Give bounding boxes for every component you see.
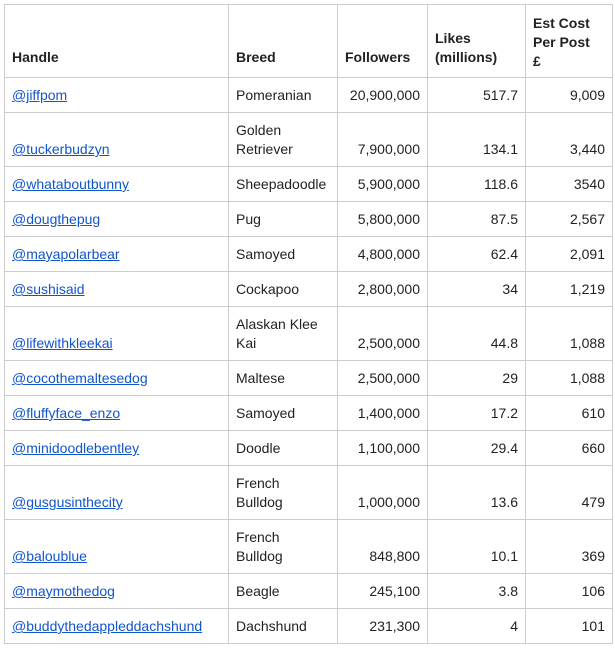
cell-est-cost: 2,567 xyxy=(526,202,613,237)
cell-likes: 29 xyxy=(428,361,526,396)
cell-followers: 2,800,000 xyxy=(338,272,428,307)
breed-text: Samoyed xyxy=(236,246,296,262)
cell-est-cost: 3540 xyxy=(526,167,613,202)
cell-handle xyxy=(5,202,229,237)
cell-likes: 29.4 xyxy=(428,431,526,466)
table-row xyxy=(5,431,613,466)
cell-est-cost: 3,440 xyxy=(526,113,613,167)
cell-likes: 10.1 xyxy=(428,520,526,574)
table-row xyxy=(5,520,613,574)
cell-handle xyxy=(5,307,229,361)
handle-link[interactable]: @lifewithkleekai xyxy=(12,335,113,351)
cell-breed xyxy=(229,396,338,431)
cell-likes: 517.7 xyxy=(428,78,526,113)
cell-handle xyxy=(5,520,229,574)
breed-text: Cockapoo xyxy=(236,281,300,297)
table-row xyxy=(5,167,613,202)
cell-est-cost: 2,091 xyxy=(526,237,613,272)
table-row xyxy=(5,202,613,237)
cell-likes: 62.4 xyxy=(428,237,526,272)
breed-text: Pomeranian xyxy=(236,87,312,103)
table-row xyxy=(5,307,613,361)
table-row xyxy=(5,237,613,272)
handle-link[interactable]: @cocothemaltesedog xyxy=(12,370,148,386)
cell-est-cost: 1,088 xyxy=(526,361,613,396)
cell-followers: 231,300 xyxy=(338,609,428,644)
cell-breed xyxy=(229,466,338,520)
table-row xyxy=(5,609,613,644)
cell-followers: 5,900,000 xyxy=(338,167,428,202)
handle-link[interactable]: @mayapolarbear xyxy=(12,246,120,262)
cell-followers: 1,100,000 xyxy=(338,431,428,466)
cell-followers: 2,500,000 xyxy=(338,307,428,361)
cell-breed xyxy=(229,574,338,609)
cell-est-cost: 9,009 xyxy=(526,78,613,113)
cell-breed xyxy=(229,361,338,396)
cell-est-cost: 369 xyxy=(526,520,613,574)
cell-likes: 17.2 xyxy=(428,396,526,431)
cell-handle xyxy=(5,609,229,644)
handle-link[interactable]: @dougthepug xyxy=(12,211,101,227)
handle-link[interactable]: @minidoodlebentley xyxy=(12,440,140,456)
breed-text: Golden xyxy=(236,122,282,138)
handle-link[interactable]: @sushisaid xyxy=(12,281,85,297)
breed-text-continued: Kai xyxy=(236,335,257,351)
handle-link[interactable]: @jiffpom xyxy=(12,87,68,103)
table-row xyxy=(5,272,613,307)
cell-est-cost: 1,088 xyxy=(526,307,613,361)
breed-text: Samoyed xyxy=(236,405,296,421)
breed-text: French xyxy=(236,529,280,545)
table-body xyxy=(5,78,613,644)
cell-followers: 5,800,000 xyxy=(338,202,428,237)
cell-breed xyxy=(229,520,338,574)
cell-est-cost: 479 xyxy=(526,466,613,520)
table-row xyxy=(5,78,613,113)
cell-breed xyxy=(229,113,338,167)
cell-followers: 1,400,000 xyxy=(338,396,428,431)
table-row xyxy=(5,113,613,167)
cell-handle xyxy=(5,396,229,431)
dog-influencer-table xyxy=(4,4,613,644)
handle-link[interactable]: @whataboutbunny xyxy=(12,176,129,192)
cell-breed xyxy=(229,272,338,307)
cell-followers: 1,000,000 xyxy=(338,466,428,520)
cell-likes: 118.6 xyxy=(428,167,526,202)
table-row xyxy=(5,361,613,396)
cell-likes: 134.1 xyxy=(428,113,526,167)
breed-text: Dachshund xyxy=(236,618,307,634)
header-est-cost: Est Cost Per Post £ xyxy=(526,5,613,78)
cell-likes: 3.8 xyxy=(428,574,526,609)
breed-text-continued: Bulldog xyxy=(236,494,283,510)
table-row xyxy=(5,466,613,520)
cell-likes: 87.5 xyxy=(428,202,526,237)
cell-followers: 7,900,000 xyxy=(338,113,428,167)
table-row xyxy=(5,396,613,431)
cell-est-cost: 660 xyxy=(526,431,613,466)
breed-text: Alaskan Klee xyxy=(236,316,318,332)
breed-text: Maltese xyxy=(236,370,286,386)
cell-handle xyxy=(5,361,229,396)
breed-text-continued: Bulldog xyxy=(236,548,283,564)
cell-handle xyxy=(5,574,229,609)
cell-est-cost: 1,219 xyxy=(526,272,613,307)
table-row xyxy=(5,574,613,609)
header-handle: Handle xyxy=(5,5,229,78)
cell-breed xyxy=(229,202,338,237)
cell-followers: 2,500,000 xyxy=(338,361,428,396)
cell-breed xyxy=(229,431,338,466)
handle-link[interactable]: @tuckerbudzyn xyxy=(12,141,110,157)
breed-text: Sheepadoodle xyxy=(236,176,327,192)
cell-handle xyxy=(5,466,229,520)
cell-breed xyxy=(229,609,338,644)
header-likes: Likes (millions) xyxy=(428,5,526,78)
cell-est-cost: 106 xyxy=(526,574,613,609)
handle-link[interactable]: @baloublue xyxy=(12,548,87,564)
cell-breed xyxy=(229,237,338,272)
breed-text: Pug xyxy=(236,211,261,227)
breed-text: Doodle xyxy=(236,440,281,456)
cell-handle xyxy=(5,237,229,272)
cell-likes: 44.8 xyxy=(428,307,526,361)
cell-handle xyxy=(5,431,229,466)
handle-link[interactable]: @buddythedappleddachshund xyxy=(12,618,203,634)
header-breed: Breed xyxy=(229,5,338,78)
cell-est-cost: 610 xyxy=(526,396,613,431)
cell-handle xyxy=(5,167,229,202)
cell-followers: 4,800,000 xyxy=(338,237,428,272)
breed-text: French xyxy=(236,475,280,491)
cell-followers: 20,900,000 xyxy=(338,78,428,113)
cell-likes: 13.6 xyxy=(428,466,526,520)
cell-handle xyxy=(5,113,229,167)
cell-breed xyxy=(229,167,338,202)
header-followers: Followers xyxy=(338,5,428,78)
cell-followers: 848,800 xyxy=(338,520,428,574)
header-row xyxy=(5,5,613,78)
breed-text: Beagle xyxy=(236,583,280,599)
cell-likes: 34 xyxy=(428,272,526,307)
cell-breed xyxy=(229,307,338,361)
cell-likes: 4 xyxy=(428,609,526,644)
breed-text-continued: Retriever xyxy=(236,141,293,157)
handle-link[interactable]: @gusgusinthecity xyxy=(12,494,123,510)
cell-followers: 245,100 xyxy=(338,574,428,609)
handle-link[interactable]: @maymothedog xyxy=(12,583,115,599)
cell-handle xyxy=(5,272,229,307)
cell-handle xyxy=(5,78,229,113)
handle-link[interactable]: @fluffyface_enzo xyxy=(12,405,121,421)
cell-breed xyxy=(229,78,338,113)
cell-est-cost: 101 xyxy=(526,609,613,644)
